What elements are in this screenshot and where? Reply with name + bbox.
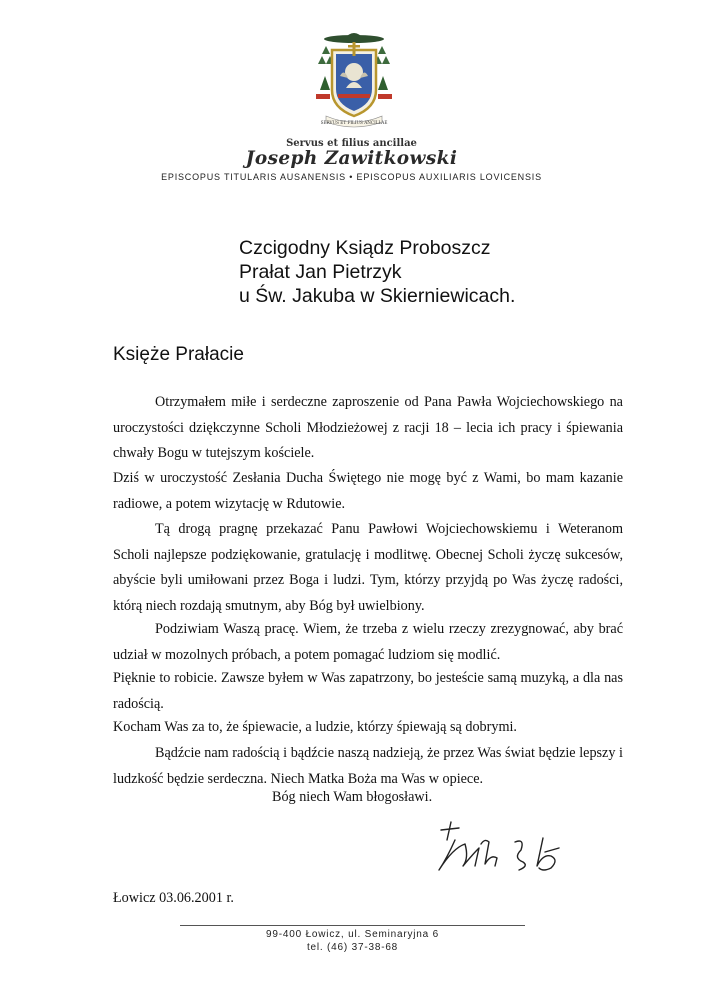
bishop-title: EPISCOPUS TITULARIS AUSANENSIS • EPISCOPUS AUXILIARIS LOVICENSIS — [161, 172, 542, 182]
svg-text:SERVUS ET FILIUS ANCILLAE: SERVUS ET FILIUS ANCILLAE — [320, 120, 388, 125]
addressee-line-3: u Św. Jakuba w Skierniewicach. — [239, 285, 516, 307]
paragraph-3: Tą drogą pragnę przekazać Panu Pawłowi Wojciechowskiemu i Weteranom Scholi najlepsze podziękowanie, gratulację i modlitwę. Obecnej Scholi życzę sukcesów, abyście byli umiłowani przez Boga i ludzi. Tym, którzy przyjdą po Was życzę radości, którą niech rozdają smutnym, aby Bóg był uwielbiony. — [113, 521, 623, 614]
paragraph-7: Bądźcie nam radością i bądźcie naszą nadzieją, że przez Was świat będzie lepszy i ludzkość będzie serdeczna. Niech Matka Boża ma Was w opiece. — [113, 745, 623, 787]
footer-phone: tel. (46) 37-38-68 — [306, 942, 399, 953]
paragraph-6: Kocham Was za to, że śpiewacie, a ludzie, którzy śpiewają są dobrymi. — [113, 719, 517, 735]
closing-blessing: Bóg niech Wam błogosławi. — [272, 789, 433, 805]
paragraph-1: Otrzymałem miłe i serdeczne zaproszenie od Pana Pawła Wojciechowskiego na uroczystości dziękczynne Scholi Młodzieżowej z racji 18 – lecia ich pracy i śpiewania chwały Bogu w tutejszym kościele. — [113, 394, 623, 461]
bishop-name: Joseph Zawitkowski — [245, 148, 458, 169]
salutation: Księże Prałacie — [113, 344, 244, 365]
paragraph-4: Podziwiam Waszą pracę. Wiem, że trzeba z wielu rzeczy zrezygnować, aby brać udział w mozolnych próbach, a potem pomagać ludziom się modlić. — [113, 621, 623, 663]
addressee-block — [239, 236, 515, 308]
paragraph-2: Dziś w uroczystość Zesłania Ducha Świętego nie mogę być z Wami, bo mam kazanie radiowe, a potem wizytację w Rdutowie. — [113, 470, 623, 512]
footer-divider — [180, 925, 525, 926]
motto: Servus et filius ancillae — [286, 138, 417, 149]
footer-address: 99-400 Łowicz, ul. Seminaryjna 6 — [266, 929, 439, 940]
signature-icon — [425, 818, 605, 880]
addressee-line-1: Czcigodny Ksiądz Proboszcz — [239, 237, 491, 259]
addressee-line-2: Prałat Jan Pietrzyk — [239, 261, 402, 283]
coat-of-arms-icon — [312, 28, 396, 130]
date-line: Łowicz 03.06.2001 r. — [113, 890, 234, 906]
paragraph-5: Pięknie to robicie. Zawsze byłem w Was zapatrzony, bo jesteście samą muzyką, a dla nas radością. — [113, 670, 623, 712]
